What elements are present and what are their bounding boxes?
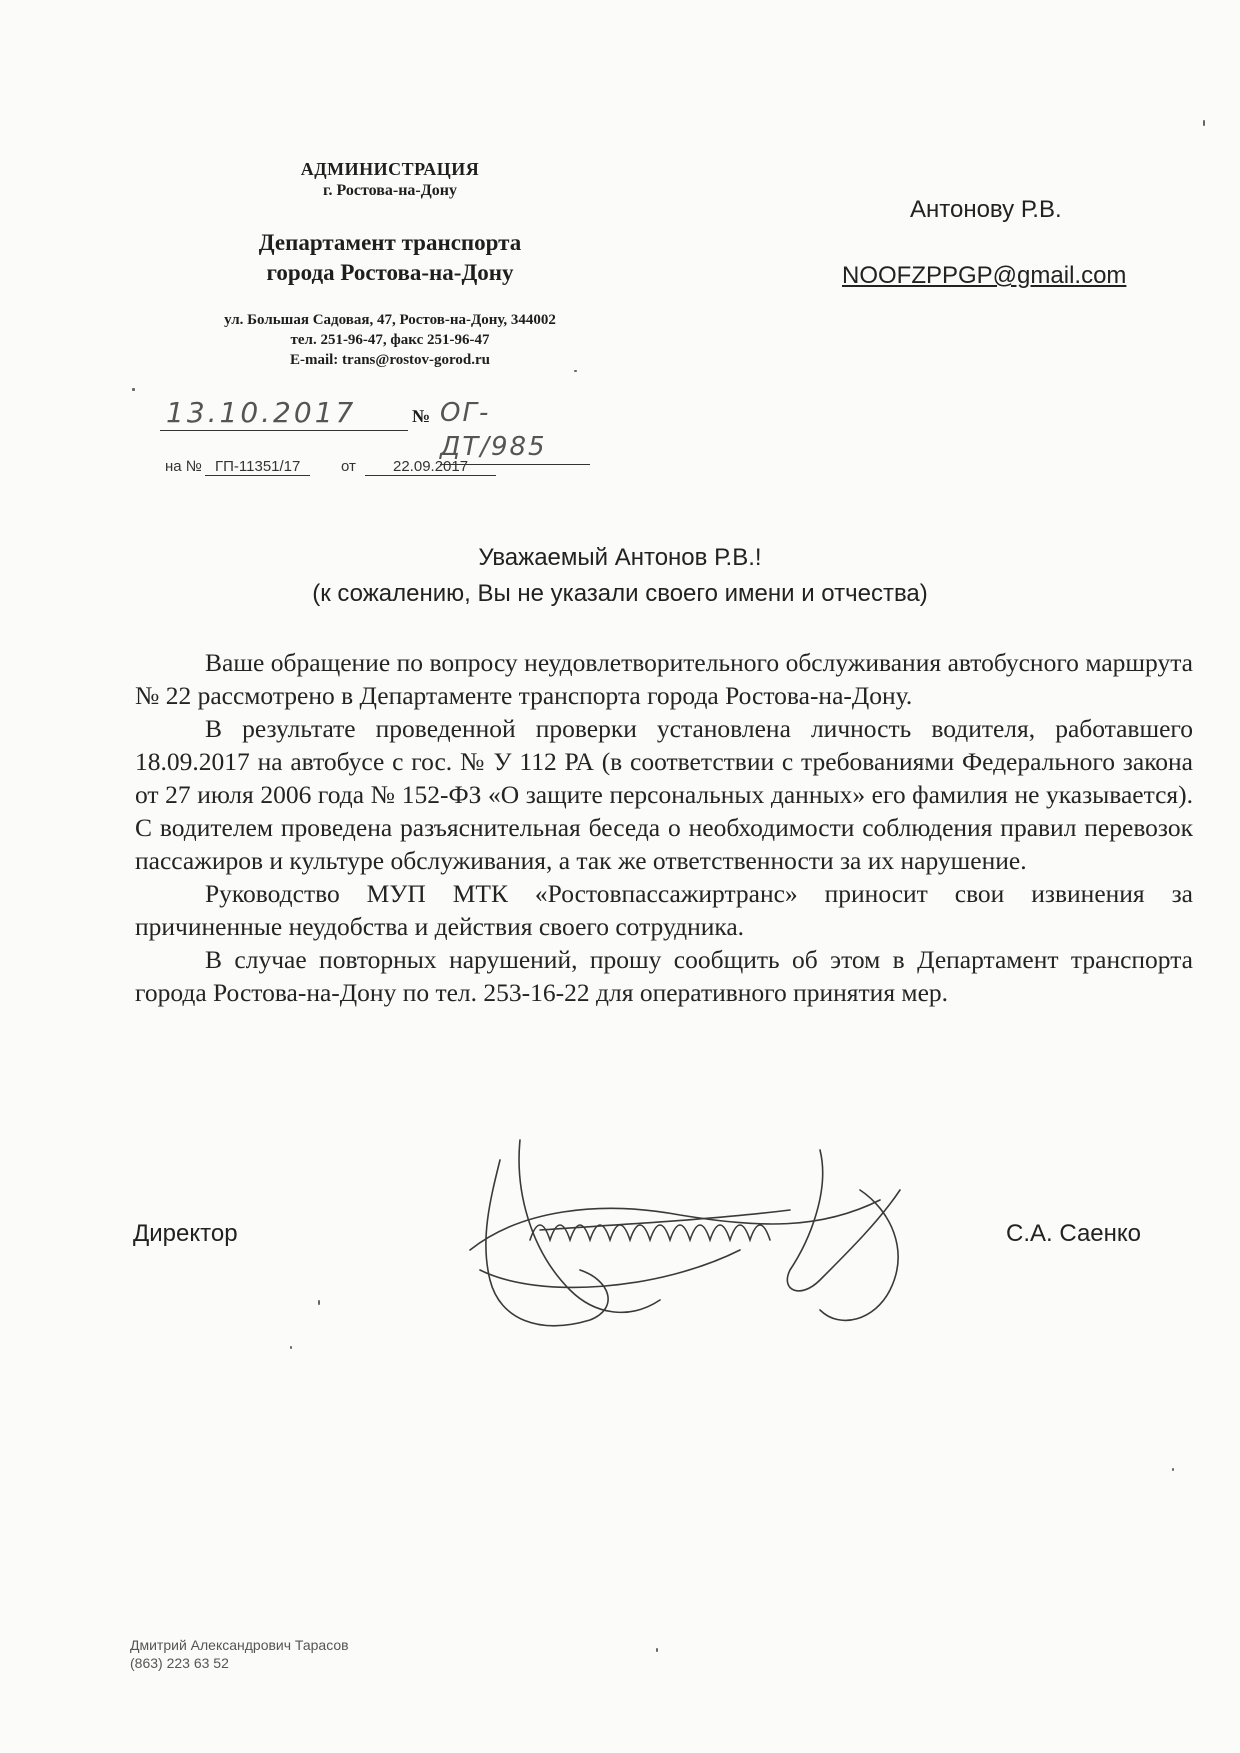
reference-from-label: от <box>341 458 356 475</box>
scan-speck <box>132 388 135 391</box>
signature-row <box>0 1220 1240 1260</box>
reference-line <box>165 458 605 482</box>
registration-number-sign: № <box>412 406 431 426</box>
reference-date: 22.09.2017 <box>365 458 496 476</box>
registration-date: 13.10.2017 <box>160 396 408 431</box>
salutation <box>0 540 1240 612</box>
letterhead <box>130 158 650 370</box>
scan-speck <box>290 1346 292 1349</box>
scan-speck <box>1203 120 1205 126</box>
letterhead-dept-line1: Департамент транспорта <box>258 230 522 255</box>
letterhead-dept-line2: города Ростова-на-Дону <box>266 260 514 285</box>
registration-line <box>160 396 610 462</box>
letterhead-department <box>130 228 650 288</box>
body-paragraph: Руководство МУП МТК «Ростовпассажиртранс» приносит свои извинения за причиненные неудобства и действия своего сотрудника. <box>135 879 1193 941</box>
salutation-line2: (к сожалению, Вы не указали своего имени и отчества) <box>312 580 928 607</box>
recipient-email: NOOFZPPGP@gmail.com <box>842 262 1127 289</box>
scan-speck <box>1172 1468 1174 1471</box>
signatory-role: Директор <box>133 1220 238 1247</box>
scan-speck <box>318 1300 320 1305</box>
registration-number: ОГ-ДТ/985 <box>440 396 590 465</box>
letterhead-email: E-mail: trans@rostov-gorod.ru <box>289 352 491 368</box>
signatory-name: С.А. Саенко <box>1006 1220 1142 1247</box>
salutation-line1: Уважаемый Антонов Р.В.! <box>478 544 762 571</box>
executor-name: Дмитрий Александрович Тарасов <box>130 1637 349 1653</box>
letterhead-address: ул. Большая Садовая, 47, Ростов-на-Дону, 344002 <box>224 312 556 328</box>
letterhead-contacts <box>130 310 650 370</box>
scan-speck <box>574 370 577 372</box>
reference-number: ГП-11351/17 <box>205 458 310 476</box>
letterhead-phone: тел. 251-96-47, факс 251-96-47 <box>290 332 490 348</box>
executor-phone: (863) 223 63 52 <box>130 1655 229 1671</box>
body-paragraph: В результате проведенной проверки установлена личность водителя, работавшего 18.09.2017 на автобусе с гос. № У 112 РА (в соответствии с требованиями Федерального закона от 27 июля 2006 года № 152-ФЗ «О защите персональных данных» его фамилия не указывается). С водителем проведена разъяснительная беседа о необходимости соблюдения правил перевозок пассажиров и культуре обслуживания, а так же ответственности за их нарушение. <box>135 714 1193 875</box>
letterhead-org: АДМИНИСТРАЦИЯ <box>300 159 480 179</box>
scan-speck <box>656 1648 658 1652</box>
body-paragraph: Ваше обращение по вопросу неудовлетворительного обслуживания автобусного маршрута № 22 рассмотрено в Департаменте транспорта города Ростова-на-Дону. <box>135 648 1193 710</box>
recipient-name: Антонову Р.В. <box>910 196 1062 223</box>
executor-block <box>130 1636 349 1672</box>
reference-prefix: на № <box>165 458 202 475</box>
body-paragraph: В случае повторных нарушений, прошу сообщить об этом в Департамент транспорта города Ростова-на-Дону по тел. 253-16-22 для оперативного принятия мер. <box>135 945 1193 1007</box>
letterhead-city: г. Ростова-на-Дону <box>323 182 457 199</box>
letter-body <box>135 646 1193 1009</box>
